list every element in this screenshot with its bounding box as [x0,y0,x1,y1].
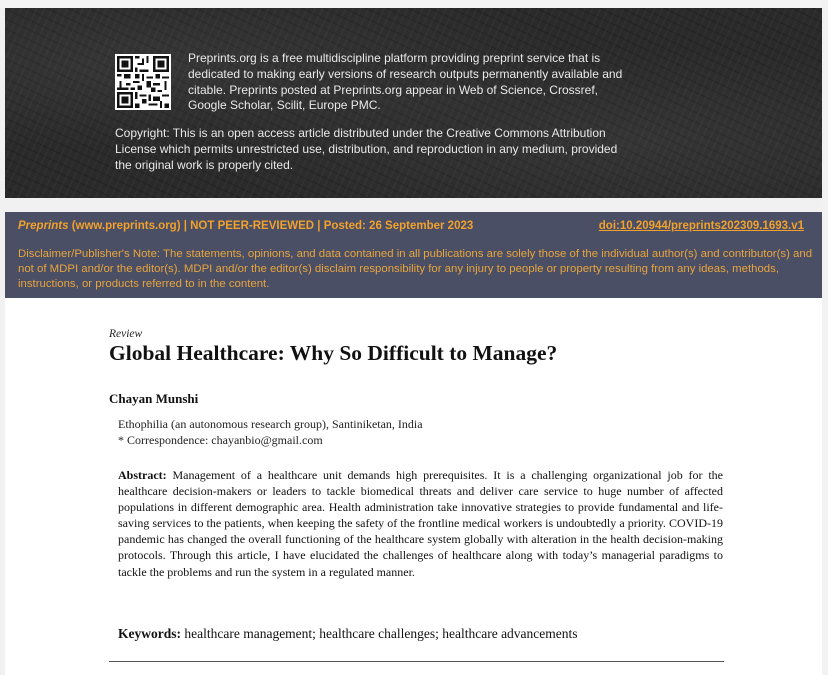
author-affiliation: Ethophilia (an autonomous research group), Santiniketan, India [118,417,423,431]
publisher-disclaimer: Disclaimer/Publisher's Note: The statements, opinions, and data contained in all publications are solely those of the individual author(s) and contributor(s) and not of MDPI and/or the editor(s). MDPI and/or the editor(s) disclaim responsibility for any injury to people or property resulting from any ideas, methods, instructions, or products referred to in the content. [18,248,813,290]
correspondence-email: * Correspondence: chayanbio@gmail.com [118,433,323,447]
doi-link[interactable]: doi:10.20944/preprints202309.1693.v1 [598,220,804,232]
posting-info: (www.preprints.org) | NOT PEER-REVIEWED | Posted: 26 September 2023 [68,220,474,232]
abstract-text: Management of a healthcare unit demands high prerequisites. It is a challenging organizational job for the healthcare decision-makers or leaders to tackle biomedical threats and deliver care service to huge number of affected populations in different demographic area. Health administration take innovative strategies to provide fundamental and life-saving services to the patients, when keeping the safety of the frontline medical workers is undoubtedly a priority. COVID-19 pandemic has changed the overall functioning of the healthcare system globally with alteration in the health decision-making protocols. Through this article, I have elucidated the challenges of healthcare along with today’s managerial paradigms to tackle the problems and run the system in a regulated manner. [118,468,723,579]
page-edge [0,0,828,8]
keywords [118,626,578,642]
page-title: Global Healthcare: Why So Difficult to Manage? [109,341,558,365]
preprints-banner [5,8,822,198]
keywords-label: Keywords: [118,626,181,641]
preprints-brand: Preprints [18,220,69,232]
article-page [5,298,822,675]
abstract-label: Abstract: [118,468,167,482]
author-name: Chayan Munshi [109,391,199,406]
article-type: Review [109,328,143,340]
abstract [118,467,723,580]
publication-notice-bar [5,212,822,298]
platform-description: Preprints.org is a free multidiscipline platform providing preprint service that is dedicated to making early versions of research outputs permanently available and citable. Preprints posted at Preprints.org appear in Web of Science, Crossref, Google Scholar, Scilit, Europe PMC. [188,51,623,113]
notice-header [18,220,812,232]
page-edge-right [822,0,828,675]
section-divider [109,661,724,662]
copyright-notice: Copyright: This is an open access article distributed under the Creative Commons Attribution License which permits unrestricted use, distribution, and reproduction in any medium, provided the original work is properly cited. [115,126,618,172]
keywords-text: healthcare management; healthcare challenges; healthcare advancements [181,626,578,641]
qr-code-icon [115,54,171,110]
